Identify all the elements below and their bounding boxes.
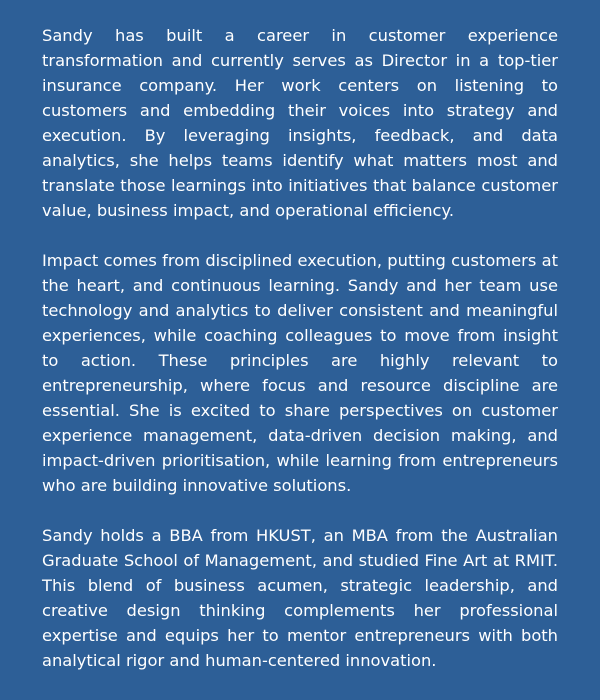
bio-paragraph-education: Sandy holds a BBA from HKUST, an MBA from the Australian Graduate School of Management, and studied Fine Art at RMIT. This blend of business acumen, strategic leadership, and creative design thinking complements her professional expertise and equips her to mentor entrepreneurs with both analytical rigor and human-centered innovation. — [42, 526, 558, 670]
bio-paragraph-career: Sandy has built a career in customer experience transformation and currently serves as Director in a top-tier insurance company. Her work centers on listening to customers and embedding their voices into strategy and execution. By leveraging insights, feedback, and data analytics, she helps teams identify what matters most and translate those learnings into initiatives that balance customer value, business impact, and operational efficiency. — [42, 26, 558, 220]
bio-paragraph-impact: Impact comes from disciplined execution, putting customers at the heart, and continuous learning. Sandy and her team use technology and analytics to deliver consistent and meaningful experiences, while coaching colleagues to move from insight to action. These principles are highly relevant to entrepreneurship, where focus and resource discipline are essential. She is excited to share perspectives on customer experience management, data-driven decision making, and impact-driven prioritisation, while learning from entrepreneurs who are building innovative solutions. — [42, 251, 558, 495]
